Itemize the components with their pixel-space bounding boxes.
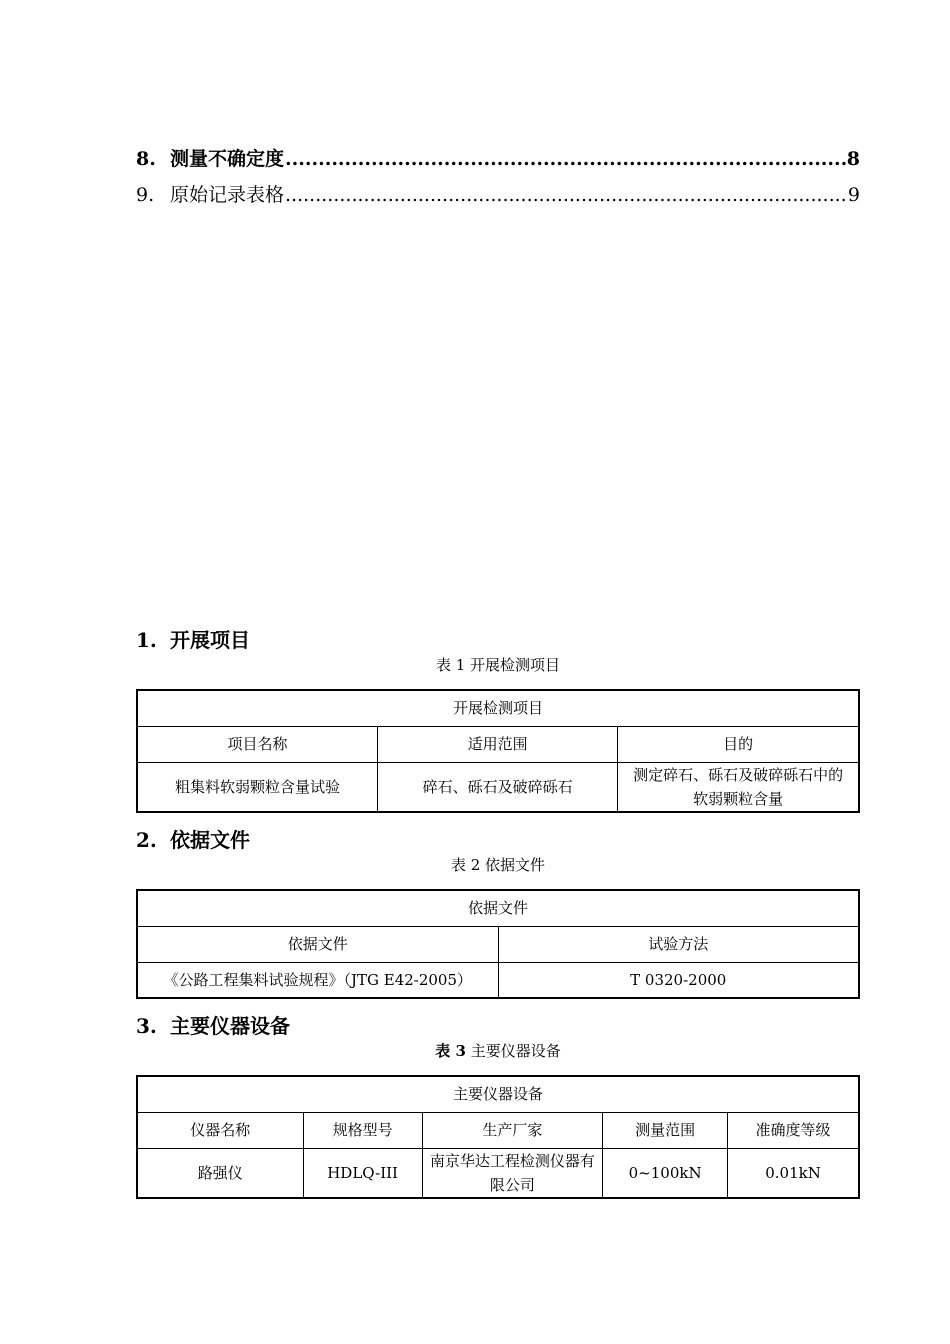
header-cell: 依据文件 <box>137 926 498 962</box>
data-cell: HDLQ-III <box>303 1148 422 1198</box>
toc-entry-9[interactable] <box>136 183 860 207</box>
table-test-items <box>136 689 860 813</box>
section-title: 依据文件 <box>170 828 250 852</box>
data-cell: 0.01kN <box>728 1148 859 1198</box>
header-cell: 试验方法 <box>498 926 859 962</box>
header-cell: 项目名称 <box>137 726 377 762</box>
data-cell: 路强仪 <box>137 1148 303 1198</box>
section-heading-2 <box>136 827 250 853</box>
table-title: 依据文件 <box>137 890 859 926</box>
caption-label: 表 3 <box>435 1042 466 1060</box>
caption-text: 主要仪器设备 <box>465 1042 561 1060</box>
toc-title: 原始记录表格 <box>170 184 285 206</box>
table-title: 开展检测项目 <box>137 690 859 726</box>
section-number: 3. <box>136 1014 157 1038</box>
data-cell: T 0320-2000 <box>498 962 859 998</box>
toc-title: 测量不确定度 <box>170 148 285 170</box>
table-instruments <box>136 1075 860 1199</box>
header-cell: 仪器名称 <box>137 1112 303 1148</box>
header-cell: 适用范围 <box>377 726 617 762</box>
data-cell: 测定碎石、砾石及破碎砾石中的软弱颗粒含量 <box>618 762 859 812</box>
section-title: 开展项目 <box>170 628 250 652</box>
toc-page: 8 <box>846 148 860 170</box>
toc-leader-dots <box>285 147 846 171</box>
toc-number: 9. <box>136 184 155 206</box>
table-title: 主要仪器设备 <box>137 1076 859 1112</box>
toc-number: 8. <box>136 148 156 170</box>
header-cell: 规格型号 <box>303 1112 422 1148</box>
header-cell: 测量范围 <box>603 1112 728 1148</box>
table-caption-2: 表 2 依据文件 <box>450 856 546 874</box>
data-cell: 碎石、砾石及破碎砾石 <box>377 762 617 812</box>
section-title: 主要仪器设备 <box>170 1014 290 1038</box>
header-cell: 生产厂家 <box>422 1112 603 1148</box>
header-cell: 准确度等级 <box>728 1112 859 1148</box>
section-heading-3 <box>136 1013 290 1039</box>
section-heading-1 <box>136 627 250 653</box>
data-cell: 粗集料软弱颗粒含量试验 <box>137 762 377 812</box>
table-caption-1: 表 1 开展检测项目 <box>435 656 561 674</box>
section-number: 2. <box>136 828 157 852</box>
data-cell: 0~100kN <box>603 1148 728 1198</box>
section-number: 1. <box>136 628 157 652</box>
toc-page: 9 <box>847 184 860 206</box>
table-caption-3 <box>136 1041 860 1061</box>
toc-entry-8[interactable] <box>136 147 860 171</box>
data-cell: 南京华达工程检测仪器有限公司 <box>422 1148 603 1198</box>
header-cell: 目的 <box>618 726 859 762</box>
toc-leader-dots <box>285 183 847 207</box>
data-cell: 《公路工程集料试验规程》（JTG E42-2005） <box>137 962 498 998</box>
table-reference-docs <box>136 889 860 999</box>
